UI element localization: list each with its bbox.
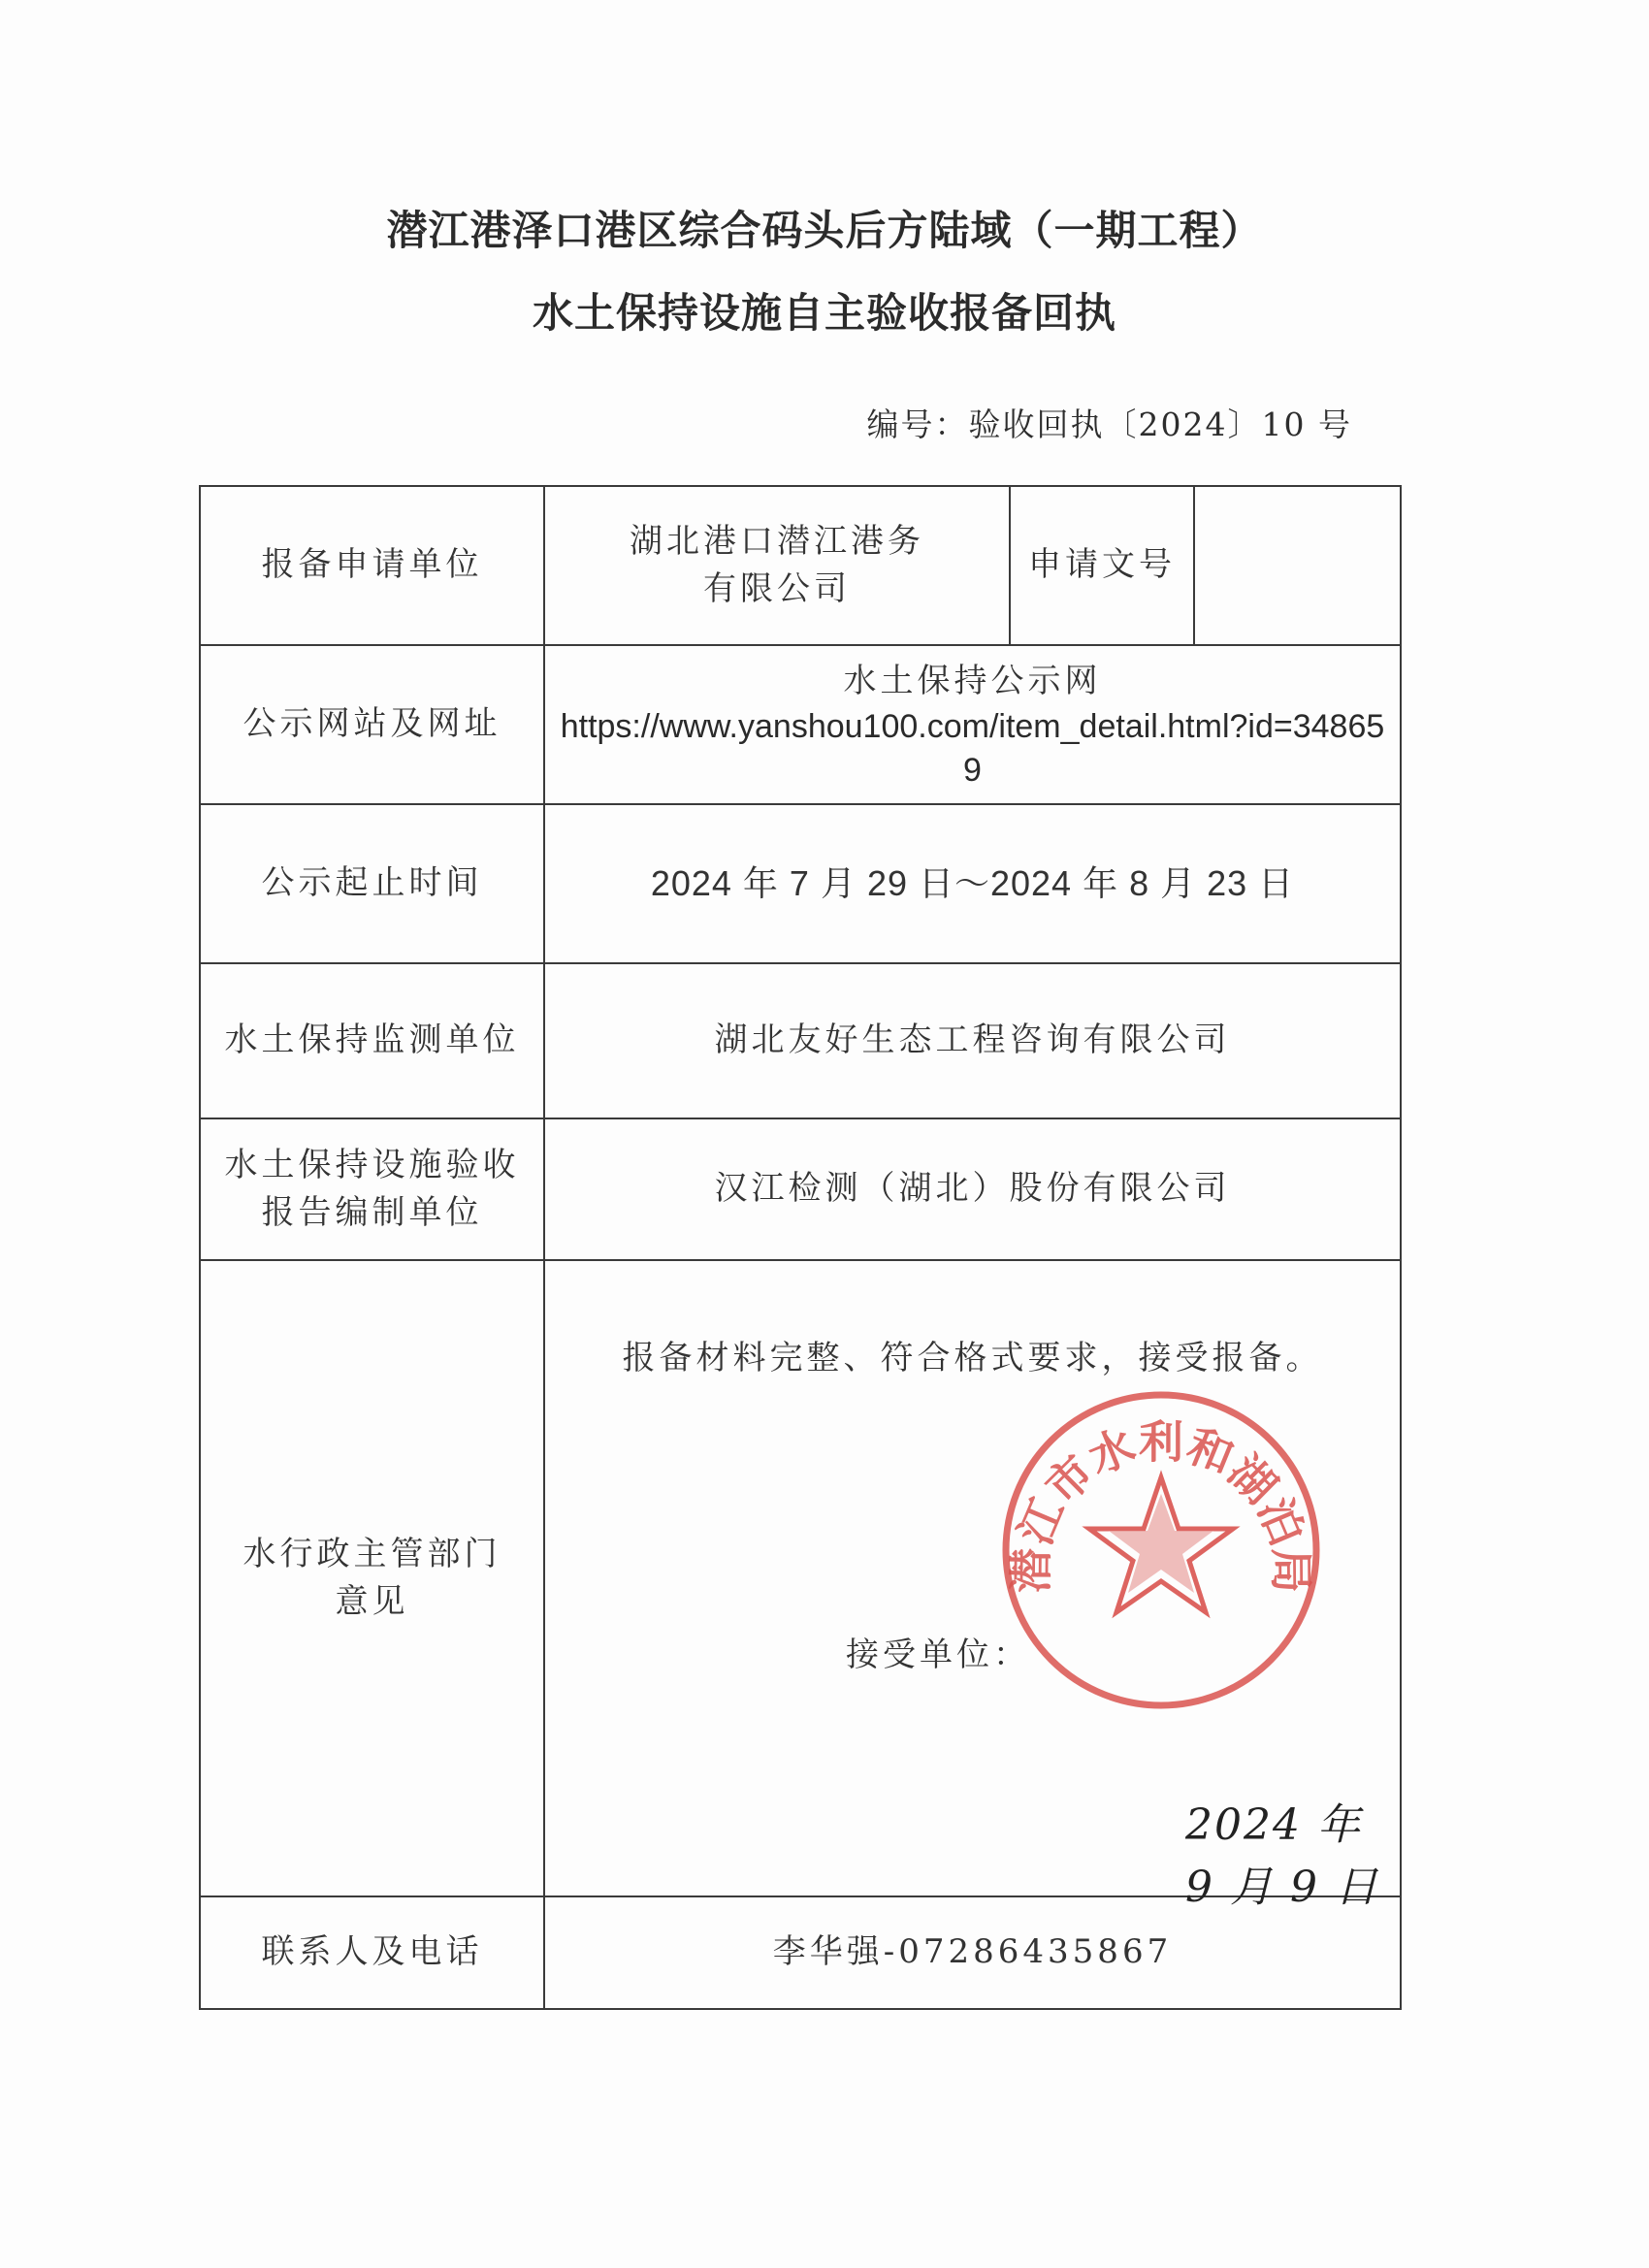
row-opinion [201, 1261, 1400, 1912]
document-number: 编号：验收回执〔2024〕10 号 [866, 405, 1352, 443]
handwritten-date: 2024 年 9 月 9 日 [1185, 1800, 1379, 1912]
row-applicant [201, 487, 1400, 646]
receiver-label: 接受单位： [846, 1636, 1030, 1674]
application-number-label: 申请文号 [1011, 487, 1195, 644]
website-label: 公示网站及网址 [201, 646, 545, 803]
opinion-text: 报备材料完整、符合格式要求，接受报备。 [622, 1339, 1323, 1377]
row-website [201, 646, 1400, 805]
title-line-1: 潜江港泽口港区综合码头后方陆域（一期工程） [386, 207, 1263, 254]
row-period [201, 805, 1400, 964]
website-url: https://www.yanshou100.com/item_detail.html?id=348659 [560, 708, 1385, 789]
applicant-value [545, 487, 1011, 644]
row-report-unit [201, 1119, 1400, 1261]
application-number-value [1195, 487, 1400, 644]
period-value: 2024 年 7 月 29 日～2024 年 8 月 23 日 [650, 862, 1295, 903]
opinion-label-text: 水行政主管部门意见 [242, 1534, 501, 1621]
monitor-label: 水土保持监测单位 [201, 964, 545, 1118]
period-label: 公示起止时间 [201, 805, 545, 962]
opinion-area [545, 1261, 1400, 1912]
title-line-2: 水土保持设施自主验收报备回执 [532, 289, 1116, 337]
applicant-value-text: 湖北港口潜江港务有限公司 [630, 521, 924, 608]
contact-value: 李华强-07286435867 [772, 1932, 1173, 1972]
row-monitor [201, 964, 1400, 1119]
official-seal-icon [996, 1385, 1326, 1715]
monitor-value: 湖北友好生态工程咨询有限公司 [714, 1021, 1231, 1060]
opinion-label [201, 1261, 545, 1895]
contact-label: 联系人及电话 [201, 1897, 545, 2008]
website-name: 水土保持公示网 [843, 662, 1102, 701]
report-unit-label-text: 水土保持设施验收报告编制单位 [224, 1145, 520, 1232]
website-value [545, 646, 1400, 803]
report-unit-label [201, 1119, 545, 1259]
seal-text: 潜江市水利和湖泊局 [1004, 1415, 1318, 1594]
filing-receipt-table [199, 485, 1402, 2010]
row-contact [201, 1897, 1400, 2008]
report-unit-value: 汉江检测（湖北）股份有限公司 [714, 1169, 1231, 1209]
applicant-label: 报备申请单位 [201, 487, 545, 644]
